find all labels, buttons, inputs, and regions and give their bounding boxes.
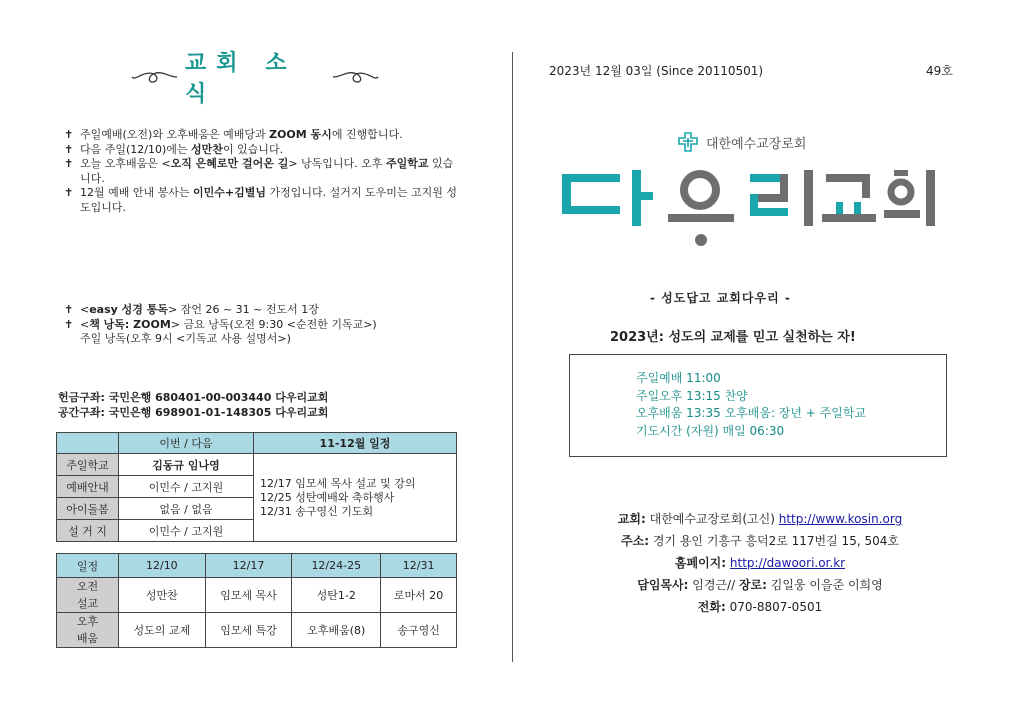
info-pastor: 담임목사: 임경근// 장로: 김일웅 이을준 이희영 bbox=[637, 578, 883, 592]
cross-bullet-icon: ✝ bbox=[64, 157, 74, 170]
reading-list bbox=[64, 303, 464, 347]
news-item: ✝ 오늘 오후배움은 <오직 은혜로만 걸어온 길> 낭독입니다. 오후 주일학교 있습니다. bbox=[64, 157, 454, 185]
page-divider bbox=[512, 52, 513, 662]
cross-bullet-icon: ✝ bbox=[64, 303, 74, 316]
table-row bbox=[57, 454, 457, 476]
row-value: 이민수 / 고지원 bbox=[119, 520, 254, 542]
table-cell: 임모세 목사 bbox=[205, 578, 292, 613]
account-info bbox=[58, 390, 328, 420]
row-value: 김동규 임나영 bbox=[119, 454, 254, 476]
reading-item: ✝ <easy 성경 통독> 잠언 26 ~ 31 ~ 전도서 1장 bbox=[64, 303, 319, 316]
table-header-cell: 12/24-25 bbox=[292, 554, 381, 578]
table-header-cell bbox=[57, 433, 119, 454]
cross-bullet-icon: ✝ bbox=[64, 128, 74, 141]
service-item: 오후배움 13:35 오후배움: 장년 + 주일학교 bbox=[636, 406, 867, 420]
church-cross-icon bbox=[678, 132, 698, 152]
info-church: 교회: 대한예수교장로회(고신) http://www.kosin.org bbox=[617, 512, 903, 526]
row-label: 예배안내 bbox=[57, 476, 119, 498]
table-cell: 로마서 20 bbox=[381, 578, 457, 613]
row-value: 없음 / 없음 bbox=[119, 498, 254, 520]
table-row bbox=[57, 578, 457, 613]
news-item: ✝ 주일예배(오전)와 오후배움은 예배당과 ZOOM 동시에 진행합니다. bbox=[64, 128, 403, 141]
table-cell: 성만찬 bbox=[119, 578, 206, 613]
service-item: 주일예배 11:00 bbox=[636, 371, 721, 385]
table-cell: 성탄1-2 bbox=[292, 578, 381, 613]
duty-table bbox=[56, 432, 457, 542]
service-item: 기도시간 (자원) 매일 06:30 bbox=[636, 423, 785, 438]
row-label: 주일학교 bbox=[57, 454, 119, 476]
news-list bbox=[64, 128, 459, 215]
homepage-link[interactable]: http://dawoori.or.kr bbox=[729, 556, 846, 570]
schedule-cell: 12/17 임모세 목사 설교 및 강의 12/25 성탄예배와 축하행사 12/31 송구영신 기도회 bbox=[254, 454, 457, 542]
row-label: 아이돌봄 bbox=[57, 498, 119, 520]
kosin-link[interactable]: http://www.kosin.org bbox=[778, 512, 903, 526]
info-phone: 전화: 070-8807-0501 bbox=[697, 600, 823, 614]
table-header-cell: 12/10 bbox=[119, 554, 206, 578]
row-label: 설 거 지 bbox=[57, 520, 119, 542]
ornament-left-icon bbox=[130, 67, 179, 87]
denomination: 대한예수교장로회 bbox=[678, 132, 806, 152]
table-row bbox=[57, 613, 457, 648]
church-motto: - 성도답고 교회다우리 - bbox=[650, 291, 791, 305]
section-title bbox=[130, 50, 380, 107]
cross-bullet-icon: ✝ bbox=[64, 186, 74, 199]
table-header-cell: 12/17 bbox=[205, 554, 292, 578]
table-header-cell: 일정 bbox=[57, 554, 119, 578]
offering-account: 헌금구좌: 국민은행 680401-00-003440 다우리교회 bbox=[58, 391, 329, 404]
service-times-box bbox=[569, 354, 947, 457]
sermon-table bbox=[56, 553, 457, 648]
space-account: 공간구좌: 국민은행 698901-01-148305 다우리교회 bbox=[58, 406, 329, 419]
table-header-cell: 11-12월 일정 bbox=[254, 433, 457, 454]
church-logo bbox=[560, 168, 940, 250]
table-header-cell: 이번 / 다음 bbox=[119, 433, 254, 454]
year-theme: 2023년: 성도의 교제를 믿고 실천하는 자! bbox=[610, 330, 856, 345]
table-header-cell: 12/31 bbox=[381, 554, 457, 578]
issue-number: 49호 bbox=[926, 64, 953, 78]
ornament-right-icon bbox=[331, 67, 380, 87]
cross-bullet-icon: ✝ bbox=[64, 142, 74, 156]
news-item: ✝ 다음 주일(12/10)에는 성만찬이 있습니다. bbox=[64, 142, 284, 156]
reading-item: 주일 낭독(오후 9시 <기독교 사용 설명서>) bbox=[80, 332, 291, 345]
service-item: 주일오후 13:15 찬양 bbox=[636, 388, 748, 403]
table-cell: 송구영신 bbox=[381, 613, 457, 648]
row-value: 이민수 / 고지원 bbox=[119, 476, 254, 498]
table-cell: 성도의 교제 bbox=[119, 613, 206, 648]
info-address: 주소: 경기 용인 기흥구 흥덕2로 117번길 15, 504호 bbox=[621, 534, 899, 548]
cross-bullet-icon: ✝ bbox=[64, 317, 74, 331]
church-info bbox=[560, 508, 960, 618]
row-label: 오후 배움 bbox=[57, 613, 119, 648]
reading-item: ✝ <책 낭독: ZOOM> 금요 낭독(오전 9:30 <순전한 기독교>) bbox=[64, 317, 377, 331]
news-item: ✝ 12월 예배 안내 봉사는 이민수+김별님 가정입니다. 설거지 도우미는 고지원 성도입니다. bbox=[64, 186, 457, 214]
row-label: 오전 설교 bbox=[57, 578, 119, 613]
bulletin-date: 2023년 12월 03일 (Since 20110501) bbox=[549, 64, 764, 78]
info-homepage: 홈페이지: http://dawoori.or.kr bbox=[674, 556, 846, 570]
table-cell: 오후배움(8) bbox=[292, 613, 381, 648]
table-cell: 임모세 특강 bbox=[205, 613, 292, 648]
title-text: 교회 소식 bbox=[185, 50, 297, 107]
